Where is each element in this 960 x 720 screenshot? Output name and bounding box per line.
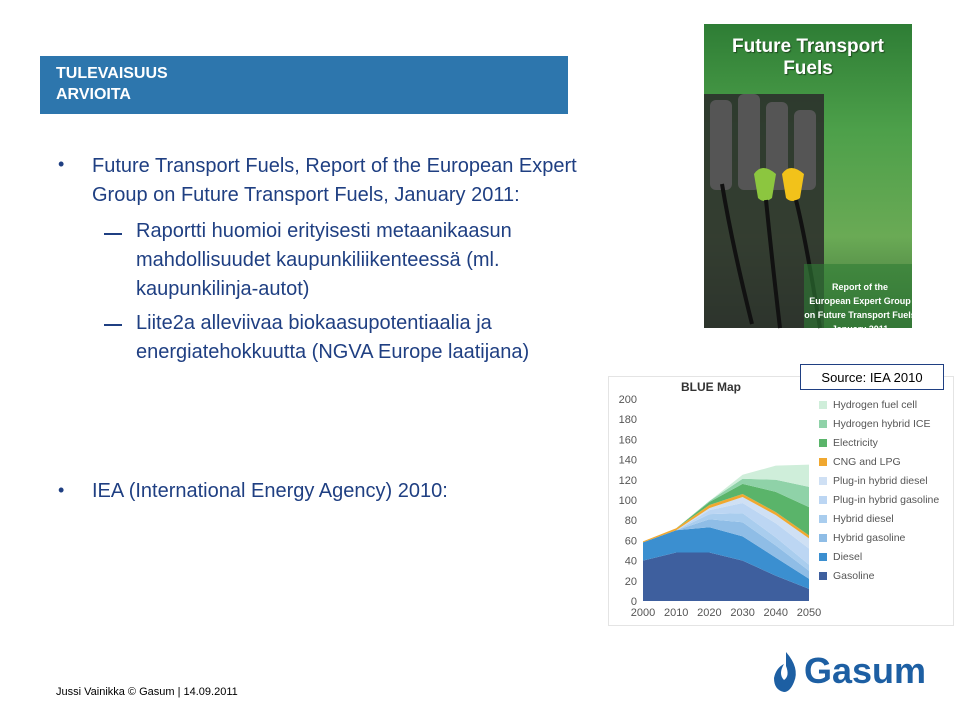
y-tick-label: 200 <box>618 394 637 406</box>
legend-swatch <box>819 439 827 447</box>
blue-map-chart <box>608 376 954 626</box>
bullet1-line1: Future Transport Fuels, Report of the European Expert <box>92 155 577 177</box>
x-tick-label: 2000 <box>630 607 656 619</box>
source-label: Source: IEA 2010 <box>800 364 944 390</box>
legend-item <box>819 418 930 430</box>
legend-item <box>819 513 894 525</box>
footer-text: Jussi Vainikka © Gasum | 14.09.2011 <box>56 686 238 698</box>
bullet-dot: • <box>58 154 65 174</box>
legend-swatch <box>819 534 827 542</box>
legend-label: Hybrid diesel <box>833 513 894 525</box>
sub2-line1: Liite2a alleviivaa biokaasupotentiaalia ja <box>136 312 492 334</box>
legend-item <box>819 456 901 468</box>
legend-item <box>819 570 874 582</box>
legend-label: Hybrid gasoline <box>833 532 906 544</box>
legend-item <box>819 475 928 487</box>
legend-item <box>819 494 939 506</box>
y-tick-label: 20 <box>624 575 637 588</box>
cover-subtitle <box>804 280 916 336</box>
x-tick-label: 2020 <box>697 607 722 619</box>
gasum-logo: Gasum <box>804 650 927 691</box>
y-tick-label: 180 <box>618 414 637 427</box>
x-tick-label: 2050 <box>796 607 822 619</box>
legend-label: Hydrogen hybrid ICE <box>833 418 931 430</box>
x-tick-label: 2010 <box>663 607 689 619</box>
dash-marker <box>104 233 122 235</box>
legend-swatch <box>819 553 827 561</box>
y-tick-label: 40 <box>624 555 637 568</box>
legend-swatch <box>819 420 827 428</box>
legend-item <box>819 399 917 411</box>
legend-label: Hydrogen fuel cell <box>833 399 918 411</box>
dash-marker <box>104 324 122 326</box>
cover-title: Future Transport Fuels <box>731 36 884 79</box>
slide-title-line2: ARVIOITA <box>56 86 131 103</box>
legend-item <box>819 551 862 563</box>
gasum-flame-icon <box>772 650 800 694</box>
bullet-dot: • <box>58 480 65 500</box>
legend-swatch <box>819 515 827 523</box>
legend-label: Electricity <box>833 437 878 449</box>
cover-subtitle-line: Report of the <box>832 282 888 292</box>
legend-swatch <box>819 572 827 580</box>
y-tick-label: 80 <box>624 515 637 528</box>
sub1-line2: mahdollisuudet kaupunkiliikenteessä (ml. <box>136 249 500 271</box>
cover-subtitle-line: on Future Transport Fuels <box>804 310 916 320</box>
legend-item <box>819 532 905 544</box>
legend-swatch <box>819 496 827 504</box>
sub1-line3: kaupunkilinja-autot) <box>136 278 310 300</box>
x-tick-label: 2030 <box>730 607 755 619</box>
y-tick-label: 140 <box>618 454 637 467</box>
legend-swatch <box>819 401 827 409</box>
bullet1-line2: Group on Future Transport Fuels, January 2011: <box>92 184 520 206</box>
sub1-line1: Raportti huomioi erityisesti metaanikaasun <box>136 220 512 242</box>
sub2-line2: energiatehokkuutta (NGVA Europe laatijana) <box>136 341 530 363</box>
bullet2-text: IEA (International Energy Agency) 2010: <box>92 480 448 502</box>
y-tick-label: 60 <box>624 535 637 548</box>
legend-label: Plug-in hybrid gasoline <box>833 494 940 506</box>
y-tick-label: 160 <box>618 434 637 447</box>
legend-label: Plug-in hybrid diesel <box>833 475 928 487</box>
legend-swatch <box>819 477 827 485</box>
report-cover-image <box>704 24 916 334</box>
legend-label: Diesel <box>833 551 863 563</box>
y-tick-label: 0 <box>630 596 637 608</box>
y-tick-label: 120 <box>618 474 637 487</box>
chart-title: BLUE Map <box>681 380 741 394</box>
x-tick-label: 2040 <box>763 607 789 619</box>
slide-title-line1: TULEVAISUUS <box>56 65 168 82</box>
legend-item <box>819 437 878 449</box>
slide-title <box>56 63 168 105</box>
legend-swatch <box>819 458 827 466</box>
legend-label: CNG and LPG <box>833 456 901 468</box>
cover-subtitle-line: European Expert Group <box>809 296 911 306</box>
y-tick-label: 100 <box>618 495 637 507</box>
cover-subtitle-line: January 2011 <box>831 324 889 334</box>
legend-label: Gasoline <box>833 570 875 582</box>
